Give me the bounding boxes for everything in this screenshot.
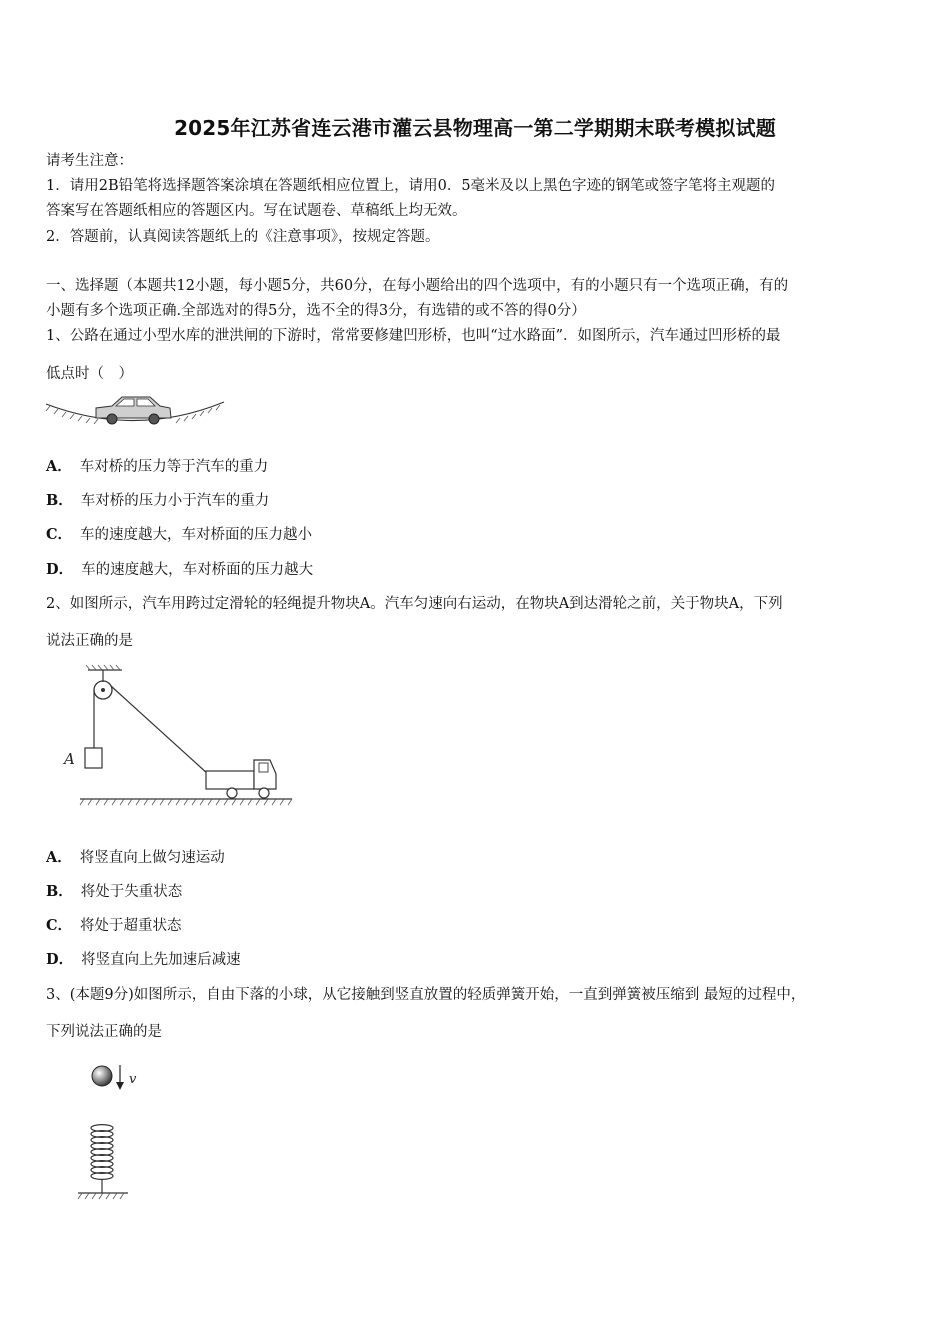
- q3-stem-line-1: 3、(本题9分)如图所示，自由下落的小球，从它接触到竖直放置的轻质弹簧开始，一直到弹簧被压缩到 最短的过程中，: [46, 987, 806, 1003]
- option-label: C．: [46, 526, 73, 543]
- ball-icon: [92, 1066, 112, 1086]
- block-a-label: A: [64, 750, 75, 768]
- q1-option-a[interactable]: [46, 457, 268, 477]
- notice-line-2: 2．答题前，认真阅读答题纸上的《注意事项》，按规定答题。: [46, 229, 440, 245]
- option-label: D．: [46, 951, 74, 968]
- option-label: A．: [46, 458, 72, 475]
- pulley-icon: [94, 681, 112, 699]
- notice-line-1b: 答案写在答题纸相应的答题区内。写在试题卷、草稿纸上均无效。: [46, 203, 467, 219]
- section-heading-line-1: 一、选择题（本题共12小题，每小题5分，共60分，在每小题给出的四个选项中，有的小题只有一个选项正确，有的: [46, 278, 789, 294]
- option-text: 车的速度越大，车对桥面的压力越小: [80, 527, 313, 543]
- q2-option-b[interactable]: [46, 882, 182, 902]
- option-label: C．: [46, 917, 73, 934]
- option-text: 车对桥的压力小于汽车的重力: [80, 493, 270, 509]
- velocity-label: v: [129, 1072, 137, 1087]
- option-label: D．: [46, 561, 74, 578]
- option-label: B．: [46, 883, 73, 900]
- q2-option-c[interactable]: [46, 916, 182, 936]
- option-text: 将处于失重状态: [80, 884, 183, 900]
- page-title: 2025年江苏省连云港市灌云县物理高一第二学期期末联考模拟试题: [174, 116, 776, 140]
- q2-stem-line-1: 2、如图所示，汽车用跨过定滑轮的轻绳提升物块A。汽车匀速向右运动，在物块A到达滑轮之前，关于物块A，下列: [46, 596, 783, 612]
- option-text: 车对桥的压力等于汽车的重力: [79, 459, 269, 475]
- q2-stem-line-2: 说法正确的是: [46, 633, 133, 649]
- section-heading-line-2: 小题有多个选项正确.全部选对的得5分，选不全的得3分，有选错的或不答的得0分）: [46, 303, 586, 319]
- q1-option-c[interactable]: [46, 525, 312, 545]
- notice-line-1: 1．请用2B铅笔将选择题答案涂填在答题纸相应位置上，请用0．5毫米及以上黑色字迹的钢笔或签字笔将主观题的: [46, 178, 776, 194]
- q3-stem-line-2: 下列说法正确的是: [46, 1024, 162, 1040]
- block-a-icon: [85, 748, 102, 768]
- option-label: B．: [46, 492, 73, 509]
- q2-option-d[interactable]: [46, 950, 241, 970]
- option-text: 将处于超重状态: [80, 918, 182, 934]
- q1-stem-line-1: 1、公路在通过小型水库的泄洪闸的下游时，常常要修建凹形桥，也叫“过水路面”．如图所示，汽车通过凹形桥的最: [46, 328, 781, 344]
- q1-option-b[interactable]: [46, 491, 269, 511]
- option-text: 将竖直向上先加速后减速: [81, 952, 241, 968]
- notice-heading: 请考生注意：: [46, 153, 133, 169]
- q1-option-d[interactable]: [46, 560, 313, 580]
- q1-stem-line-2: 低点时（ ）: [46, 366, 133, 382]
- option-text: 将竖直向上做匀速运动: [79, 850, 225, 866]
- q1-figure-concave-bridge: [44, 388, 228, 430]
- truck-icon: [206, 760, 276, 798]
- option-label: A．: [46, 849, 72, 866]
- option-text: 车的速度越大，车对桥面的压力越大: [81, 562, 314, 578]
- q2-figure-pulley-truck: [60, 664, 300, 812]
- q3-figure-ball-spring: [74, 1060, 154, 1206]
- velocity-arrow-icon: [116, 1065, 124, 1090]
- q2-option-a[interactable]: [46, 848, 225, 868]
- spring-icon: [91, 1125, 113, 1193]
